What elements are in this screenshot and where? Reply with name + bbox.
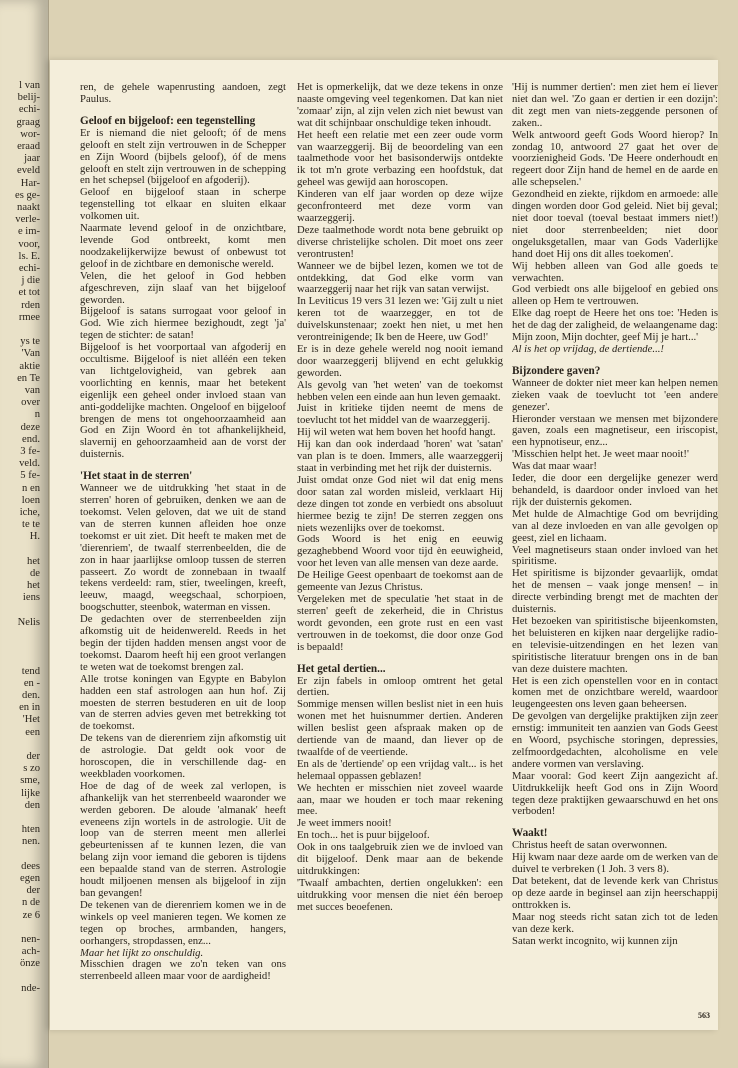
paragraph: Wanneer de dokter niet meer kan helpen nemen zieken vaak de toevlucht tot 'een andere genezer'. bbox=[512, 376, 718, 413]
paragraph: In Leviticus 19 vers 31 lezen we: 'Gij zult u niet keren tot de waarzegger, en tot de duivelskunstenaar; zoekt hen niet, u met hen verontreinigende; Ik ben de Heere, uw God!' bbox=[297, 295, 503, 344]
text-column-1 bbox=[80, 82, 286, 1032]
section-heading: Bijzondere gaven? bbox=[512, 364, 601, 377]
facing-page-fragment: rmee bbox=[18, 311, 40, 323]
paragraph: Wanneer we de uitdrukking 'het staat in de sterren' horen of gebruiken, denken we aan de toekomst. Velen geloven, dat we uit de stand van de sterren kunnen afleiden hoe onze toekomst er uit ziet. Dit heeft te maken met de 'dierenriem', de twaalf sterrenbeelden, die de zon in haar jaarlijkse omloop tussen de sterren passeert. Zo wordt de zonnebaan in twaalf tekens verdeeld: ram, stier, tweelingen, kreeft, leeuw, maagd, weegschaal, schorpioen, boogschutter, steenbok, waterman en vissen. bbox=[80, 482, 286, 614]
facing-page-fragment: hten bbox=[21, 824, 40, 836]
facing-page-fragment: jaar bbox=[24, 153, 40, 165]
facing-page-fragment: echi- bbox=[18, 104, 40, 116]
facing-page-fragment: j die bbox=[21, 275, 40, 287]
italic-paragraph: Maar het lijkt zo onschuldig. bbox=[80, 946, 204, 959]
paragraph: We hechten er misschien niet zoveel waarde aan, maar we houden er toch maar rekening mee. bbox=[297, 781, 503, 818]
paragraph: Hij wil weten wat hem boven het hoofd hangt. bbox=[297, 426, 496, 439]
paragraph: Juist omdat onze God niet wil dat enig mens door satan zal worden misleid, verklaart Hij deze dingen tot zonde en verbiedt ons absoluut hiermee bezig te zijn! De sterren zeggen ons niets wezenlijks over de toekomst. bbox=[297, 473, 503, 534]
text-column-2 bbox=[297, 82, 503, 1032]
paragraph: 'Hij is nummer dertien': men ziet hem eí liever niet dan wel. 'Zo gaan er dertien ir een dozijn': dit zegt men van niets-zeggende personen of zaken.. bbox=[512, 82, 718, 129]
paragraph: Met hulde de Almachtige God om bevrijding van al deze invloeden en van alle gevolgen op geest, ziel en lichaam. bbox=[512, 507, 718, 544]
facing-page-fragment: aktie bbox=[19, 360, 40, 372]
section-heading: Geloof en bijgeloof: een tegenstelling bbox=[80, 114, 256, 127]
facing-page-fragment: iche, bbox=[19, 507, 40, 518]
facing-page-fragment: nen- bbox=[21, 934, 40, 945]
facing-page-fragment: sme, bbox=[20, 775, 40, 787]
paragraph: Bijgeloof is satans surrogaat voor geloof in God. Wie zich hiermee bezighoudt, zegt 'ja' tegen de stichter: de satan! bbox=[80, 305, 286, 342]
facing-page-fragment: de bbox=[30, 568, 40, 579]
facing-page-fragment: ls. E. bbox=[18, 250, 40, 262]
paragraph: ren, de gehele wapenrusting aandoen, zegt Paulus. bbox=[80, 82, 286, 105]
facing-page-fragment: deze bbox=[20, 421, 40, 433]
paragraph: Het is een zich openstellen voor en in contact komen met de onzichtbare wereld, waardoor leugengeesten ons leven gaan beheersen. bbox=[512, 674, 718, 711]
section-heading: 'Het staat in de sterren' bbox=[80, 470, 193, 483]
facing-page-fragment: 'Het bbox=[22, 714, 40, 726]
facing-page-fragment: het bbox=[27, 580, 40, 592]
paragraph: Er is niemand die niet gelooft; óf de mens gelooft en stelt zijn vertrouwen in de Schepper en Zijn Woord (bijbels geloof), óf de mens gelooft en stelt zijn vertrouwen in de schepping en het schepsel (bijgeloof en afgoderij). bbox=[80, 126, 286, 187]
facing-page-fragment: over bbox=[21, 397, 40, 409]
paragraph: En als de 'dertiende' op een vrijdag valt... is het helemaal oppassen geblazen! bbox=[297, 757, 503, 782]
paragraph: Sommige mensen willen beslist niet in een huis wonen met het huisnummer dertien. Anderen willen beslist geen afspraak maken op de dertiende van de maand, dan liever op de twaalfde of de veertiende. bbox=[297, 698, 503, 758]
facing-page-fragment: end. bbox=[22, 433, 40, 445]
facing-page-fragment: et tot bbox=[18, 287, 40, 299]
paragraph: Hieronder verstaan we mensen met bijzondere gaven, zoals een magnetiseur, een iriscopist, een hypnotiseur, enz... bbox=[512, 412, 718, 449]
paragraph: Het bezoeken van spiritistische bijeenkomsten, het beluisteren en kijken naar dergelijke radio- en televisie-uitzendingen en het lezen van spiritistische literatuur brengen ons in de ban van deze duistere machten. bbox=[512, 614, 718, 675]
facing-page-fragment: veld. bbox=[19, 458, 40, 470]
magazine-page bbox=[50, 60, 718, 1030]
paragraph: De tekenen van de dierenriem komen we in de winkels op veel manieren tegen. We komen ze tegen op broches, armbanden, hangers, oorhangers, stropdassen, enz... bbox=[80, 898, 286, 947]
paragraph: En toch... het is puur bijgeloof. bbox=[297, 829, 430, 842]
facing-page-fragment: n en bbox=[22, 482, 40, 494]
paragraph: Velen, die het geloof in God hebben afgeschreven, zijn slaaf van het bijgeloof geworden. bbox=[80, 269, 286, 306]
facing-page-fragment: het bbox=[27, 555, 40, 567]
facing-page-fragment: wor- bbox=[20, 128, 40, 140]
paragraph: Hoe de dag of de week zal verlopen, is afhankelijk van het sterrenbeeld waaronder we werden geboren. De aloude 'almanak' heeft eveneens zijn wortels in de astrologie. Uit de loop van de sterren meent men allerlei gebeurtenissen af te kunnen lezen, die van belang zijn voor iemand die geboren is tijdens een bepaalde stand van de sterren. Astrologie houdt miljoenen mensen als bijgeloof in zijn ban gevangen! bbox=[80, 779, 286, 899]
paragraph: Je weet immers nooit! bbox=[297, 817, 392, 830]
facing-page-fragment: voor, bbox=[18, 238, 40, 250]
facing-page-fragment: egen bbox=[20, 873, 40, 884]
facing-page-fragment: eveld bbox=[17, 165, 40, 177]
paragraph: Christus heeft de satan overwonnen. bbox=[512, 839, 668, 852]
paragraph: Elke dag roept de Heere het ons toe: 'Heden is het de dag der zaligheid, de welaangename dag: Mijn zoon, Mijn dochter, geef Mij je hart...' bbox=[512, 307, 718, 344]
facing-page-fragment: en Te bbox=[17, 372, 40, 384]
paragraph: Welk antwoord geeft Gods Woord hierop? In zondag 10, antwoord 27 gaat het over de voorzienigheid Gods. 'De Heere onderhoudt en regeert door Zijn hand de hemel en de aarde en alle schepselen.' bbox=[512, 128, 718, 189]
facing-page-fragment: een bbox=[25, 726, 40, 738]
facing-page-fragment: Nelis bbox=[17, 616, 40, 628]
facing-page-fragment: graag bbox=[16, 116, 40, 128]
facing-page-fragment: loen bbox=[21, 494, 40, 506]
facing-page-fragment: eraad bbox=[17, 141, 40, 152]
paragraph: Misschien dragen we zo'n teken van ons sterrenbeeld alleen maar voor de aardigheid! bbox=[80, 958, 286, 983]
paragraph: Hij kwam naar deze aarde om de werken van de duivel te verbreken (1 Joh. 3 vers 8). bbox=[512, 851, 718, 876]
facing-page-fragment: ys te bbox=[20, 336, 40, 348]
facing-page-fragment: den bbox=[24, 799, 40, 811]
facing-page-fragment: ach- bbox=[21, 946, 40, 958]
facing-page-fragment: dees bbox=[21, 860, 40, 872]
facing-page-fragment: der bbox=[26, 751, 40, 762]
paragraph: God verbiedt ons alle bijgeloof en gebied ons alleen op Hem te vertrouwen. bbox=[512, 283, 718, 308]
section-heading: Het getal dertien... bbox=[297, 662, 386, 675]
paragraph: De tekens van de dierenriem zijn afkomstig uit de astrologie. Dat geldt ook voor de horoscopen, die in verschillende dag- en weekbladen voorkomen. bbox=[80, 732, 286, 780]
paragraph: De gevolgen van dergelijke praktijken zijn zeer ernstig: immuniteit ten aanzien van Gods Geest en Woord, psychische storingen, depressies, zelfmoordgedachten, alcoholisme en vele andere vormen van verslaving. bbox=[512, 710, 718, 770]
facing-page-fragment: l van bbox=[19, 80, 40, 91]
paragraph: Het spiritisme is bijzonder gevaarlijk, omdat het de mensen – vaak jonge mensen! – in directe verbinding brengt met de machten der duisternis. bbox=[512, 567, 718, 616]
paragraph: Maar nog steeds richt satan zich tot de leden van deze kerk. bbox=[512, 910, 718, 935]
paragraph: Bijgeloof is het voorportaal van afgoderij en occultisme. Bijgeloof is niet alléén een teken van lichtgelovigheid, van gebrek aan voorlichting en kennis, maar het betekent eigenlijk een geheel onder invloed staan van anti-goddelijke machten. Ongeloof en bijgeloof brengen de mens tot ongehoorzaamheid aan God en Zijn Woord èn tot afhankelijkheid, slavernij en gehoorzaamheid aan de vorst der duisternis. bbox=[80, 341, 286, 461]
facing-page-fragment: 3 fe- bbox=[20, 446, 40, 457]
facing-page-fragment: Har- bbox=[20, 177, 40, 189]
facing-page-fragment: nde- bbox=[21, 982, 40, 994]
facing-page-edge bbox=[0, 0, 49, 1068]
facing-page-fragment: önze bbox=[20, 958, 40, 970]
facing-page-fragment: nen. bbox=[22, 836, 40, 848]
facing-page-fragment: verle- bbox=[15, 214, 40, 226]
paragraph: Veel magnetiseurs staan onder invloed van het spiritisme. bbox=[512, 543, 718, 568]
paragraph: Naarmate levend geloof in de onzichtbare, levende God ontbreekt, komt men noodzakelijkerwijze bewust of onbewust tot geloof in de zichtbare en demonische wereld. bbox=[80, 222, 286, 270]
facing-page-fragment: 5 fe- bbox=[20, 470, 40, 482]
facing-page-fragment: 'Van bbox=[21, 348, 40, 360]
paragraph: Gezondheid en ziekte, rijkdom en armoede: alle dingen worden door God geleid. Niet bij geval; niet door toeval (toeval bestaat immers niet!) niet door sterrenbeelden; niet door ongeluksgetallen, maar van Gods Vaderlijke hand doet Hij ons dit alles toekomen'. bbox=[512, 188, 718, 260]
facing-page-fragment: H. bbox=[29, 531, 40, 543]
paragraph: Ieder, die door een dergelijke genezer werd behandeld, is daardoor onder invloed van het rijk der duisternis gekomen. bbox=[512, 472, 718, 508]
paragraph: Deze taalmethode wordt nota bene gebruikt op diverse christelijke scholen. Dit moet ons zeer verontrusten! bbox=[297, 223, 503, 260]
facing-page-fragment: naakt bbox=[17, 202, 40, 213]
section-heading: Waakt! bbox=[512, 827, 548, 840]
paragraph: Er zijn fabels in omloop omtrent het getal dertien. bbox=[297, 674, 503, 699]
facing-page-fragment: den. bbox=[22, 690, 40, 701]
paragraph: 'Misschien helpt het. Je weet maar nooit!' bbox=[512, 448, 689, 461]
paragraph: Ook in ons taalgebruik zien we de invloed van dit bijgeloof. Denk maar aan de bekende uitdrukkingen: bbox=[297, 841, 503, 877]
paragraph: 'Twaalf ambachten, dertien ongelukken': een uitdrukking voor mensen die niet één beroep met succes beoefenen. bbox=[297, 876, 503, 913]
paragraph: Hij kan dan ook inderdaad 'horen' wat 'satan' van plan is te doen. Immers, alle waarzeggerij staat in verbinding met het rijk der duisternis. bbox=[297, 438, 503, 474]
facing-page-fragment: n de bbox=[22, 897, 40, 909]
facing-page-fragment: tend bbox=[21, 665, 40, 677]
facing-page-fragment: e im- bbox=[17, 226, 40, 238]
facing-page-fragment: s zo bbox=[23, 763, 40, 775]
paragraph: Geloof en bijgeloof staan in scherpe tegenstelling tot elkaar en sluiten elkaar volkomen uit. bbox=[80, 186, 286, 223]
facing-page-fragment: lijke bbox=[21, 787, 40, 799]
paragraph: Dat betekent, dat de levende kerk van Christus op deze aarde in beginsel aan zijn heerschappij onttrokken is. bbox=[512, 875, 718, 911]
paragraph: Maar vooral: God keert Zijn aangezicht af. Uitdrukkelijk heeft God ons in Zijn Woord tegen deze praktijken gewaarschuwd en het ons verboden! bbox=[512, 769, 718, 818]
paragraph: De Heilige Geest openbaart de toekomst aan de gemeente van Jezus Christus. bbox=[297, 569, 503, 594]
facing-page-fragment: der bbox=[26, 885, 40, 897]
facing-page-fragment: en in bbox=[19, 702, 40, 714]
page-number: 563 bbox=[698, 1011, 710, 1020]
facing-page-fragment: rden bbox=[21, 299, 40, 311]
paragraph: Er is in deze gehele wereld nog nooit iemand door waarzeggerij blijvend en echt gelukkig geworden. bbox=[297, 342, 503, 379]
facing-page-fragment: en - bbox=[23, 677, 40, 689]
facing-page-fragment: es ge- bbox=[15, 189, 40, 201]
paragraph: Juist in kritieke tijden neemt de mens de toevlucht tot het middel van de waarzeggerij. bbox=[297, 402, 503, 427]
paragraph: Was dat maar waar! bbox=[512, 460, 597, 473]
paragraph: Als gevolg van 'het weten' van de toekomst hebben velen een einde aan hun leven gemaakt. bbox=[297, 378, 503, 403]
paragraph: Wij hebben alleen van God alle goeds te verwachten. bbox=[512, 259, 718, 284]
facing-page-fragment: ze 6 bbox=[22, 909, 40, 921]
facing-page-fragment: echi- bbox=[18, 263, 40, 274]
facing-page-fragment: iens bbox=[22, 592, 40, 604]
text-column-3 bbox=[512, 82, 718, 1032]
paragraph: Gods Woord is het enig en eeuwig gezaghebbend Woord voor tijd èn eeuwigheid, voor het leven van alle mensen van deze aarde. bbox=[297, 533, 503, 570]
italic-paragraph: Al is het op vrijdag, de dertiende...! bbox=[512, 342, 664, 355]
paragraph: Satan werkt incognito, wij kunnen zijn bbox=[512, 934, 678, 947]
facing-page-fragment: n bbox=[34, 409, 40, 421]
facing-page-fragment: te te bbox=[22, 519, 40, 531]
paragraph: Vergeleken met de speculatie 'het staat in de sterren' geeft de zekerheid, die in Christus wordt gevonden, een grote rust en een vast vertrouwen in de toekomst, die door onze God is bepaald! bbox=[297, 592, 503, 653]
paragraph: De gedachten over de sterrenbeelden zijn afkomstig uit de heidenwereld. Reeds in het begin der tijden hadden mensen angst voor de toekomst. Daarom heeft hij een groot verlangen te weten wat de toekomst brengen zal. bbox=[80, 613, 286, 673]
paragraph: Alle trotse koningen van Egypte en Babylon hadden een staf astrologen aan hun hof. Zij moesten de sterren bestuderen en uit de loop van de sterren advies geven met betrekking tot de toekomst. bbox=[80, 672, 286, 733]
paragraph: Het heeft een relatie met een zeer oude vorm van waarzeggerij. Bij de beoordeling van een taalmethode voor het basisonderwijs ontdekte ik tot m'n grote verbazing een hoofdstuk, dat geheel was gewijd aan horoscopen. bbox=[297, 128, 503, 189]
facing-page-fragment: van bbox=[24, 385, 40, 396]
facing-page-fragment: belij- bbox=[17, 92, 40, 104]
paragraph: Het is opmerkelijk, dat we deze tekens in onze naaste omgeving veel tegenkomen. Dat kan niet 'zomaar' zijn, al zijn velen zich niet bewust van wat dit schijnbaar onschuldige teken inhoudt. bbox=[297, 82, 503, 129]
paragraph: Wanneer we de bijbel lezen, komen we tot de ontdekking, dat God elke vorm van waarzeggerij naar het rijk van satan verwijst. bbox=[297, 259, 503, 296]
paragraph: Kinderen van elf jaar worden op deze wijze geconfronteerd met deze vorm van waarzeggerij. bbox=[297, 188, 503, 224]
